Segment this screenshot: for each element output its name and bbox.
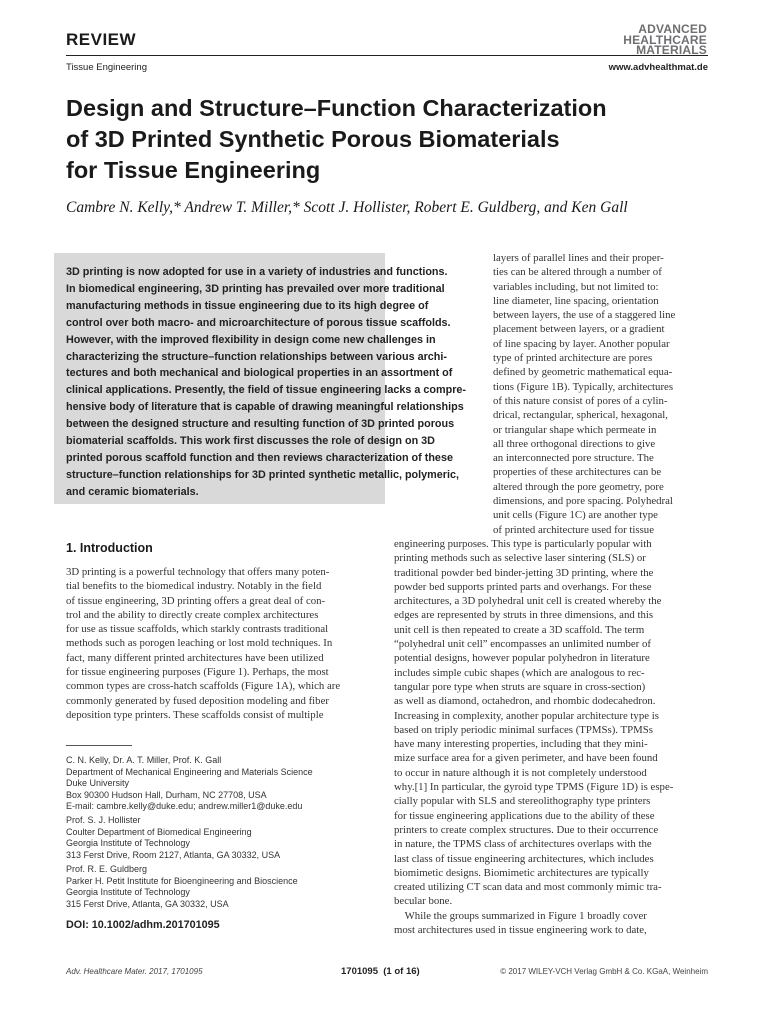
body-line: altered through the pore geometry, pore: [493, 480, 664, 493]
body-line: becular bone.: [394, 895, 453, 908]
affiliation-line: Georgia Institute of Technology: [66, 887, 190, 898]
body-line: tions (Figure 1B). Typically, architectures: [493, 380, 674, 393]
body-line: or triangular shape which permeate in: [493, 423, 657, 436]
body-line: fact, many different printed architectures have been utilized: [66, 651, 324, 664]
abstract-line: However, with the improved flexibility in design come new challenges in: [66, 333, 436, 346]
body-line: tangular pore type when struts are square in cross-section): [394, 680, 646, 693]
abstract-line: biomaterial scaffolds. This work first discusses the role of design on 3D: [66, 435, 435, 448]
body-column-right-top: [493, 251, 709, 537]
body-line: commonly generated by fused deposition modeling and fiber: [66, 694, 329, 707]
body-line: dimensions, and pore spacing. Polyhedral: [493, 495, 673, 508]
body-line: of this nature consist of pores of a cylin-: [493, 394, 668, 407]
body-line: in nature, the TPMS class of architectures overlaps with the: [394, 838, 652, 851]
body-line: variables including, but not limited to:: [493, 280, 659, 293]
title-line: for Tissue Engineering: [66, 157, 321, 183]
abstract: [66, 264, 467, 501]
body-line: have many interesting properties, including that they mini-: [394, 738, 648, 751]
abstract-line: manufacturing methods in tissue engineering due to its high degree of: [66, 299, 429, 312]
affiliation-line: C. N. Kelly, Dr. A. T. Miller, Prof. K. Gall: [66, 755, 222, 765]
affiliation-line: Coulter Department of Biomedical Engineering: [66, 826, 252, 837]
affiliation-line: Department of Mechanical Engineering and Materials Science: [66, 766, 313, 777]
abstract-line: clinical applications. Presently, the field of tissue engineering lacks a compre-: [66, 384, 467, 397]
journal-logo-line: ADVANCED: [638, 22, 707, 36]
affiliation-block: [66, 815, 378, 861]
affiliation-line: 315 Ferst Drive, Atlanta, GA 30332, USA: [66, 898, 229, 909]
body-line: created utilizing CT scan data and most commonly mimic tra-: [394, 881, 662, 894]
body-line: mize surface area for a given perimeter, and have been found: [394, 752, 658, 765]
journal-logo: [623, 24, 707, 56]
body-line: unit cells (Figure 1C) are another type: [493, 509, 658, 522]
footer-citation: Adv. Healthcare Mater. 2017, 1701095: [66, 967, 203, 976]
body-line: edges are represented by struts in three dimensions, and this: [394, 609, 654, 622]
footer-copyright: © 2017 WILEY-VCH Verlag GmbH & Co. KGaA, Weinheim: [500, 967, 708, 976]
body-line: 3D printing is a powerful technology that offers many poten-: [66, 566, 330, 578]
affiliation-line: Prof. S. J. Hollister: [66, 815, 141, 825]
body-line: methods such as porogen leaching or lost mold techniques. In: [66, 637, 333, 650]
body-line: traditional powder bed binder-jetting 3D printing, where the: [394, 566, 654, 579]
body-line: last class of tissue engineering architectures, which includes: [394, 852, 654, 865]
body-line: of printed architecture used for tissue: [493, 523, 654, 536]
journal-logo-line: HEALTHCARE: [623, 32, 707, 47]
body-line: placement between layers, or a gradient: [493, 323, 665, 336]
body-line: printers to create complex structures. Due to their occurrence: [394, 823, 659, 836]
body-line: powder bed supports printed parts and overhangs. For these: [394, 580, 652, 593]
header-divider: [66, 55, 708, 56]
body-line: ties can be altered through a number of: [493, 266, 662, 279]
section-label: Tissue Engineering: [66, 62, 147, 73]
body-line: of tissue engineering, 3D printing offers a great deal of con-: [66, 594, 326, 607]
body-line: potential designs, however popular polyhedron in literature: [394, 652, 650, 665]
doi-link[interactable]: DOI: 10.1002/adhm.201701095: [66, 919, 220, 931]
body-line: based on triply periodic minimal surfaces (TPMSs). TPMSs: [394, 723, 653, 736]
body-line: layers of parallel lines and their proper-: [493, 252, 664, 264]
abstract-line: and ceramic biomaterials.: [66, 485, 199, 498]
abstract-line: printed porous scaffold function and then reviews characterization of these: [66, 451, 453, 464]
body-line: includes simple cubic shapes (which are analogous to rec-: [394, 666, 645, 679]
affiliation-line: Georgia Institute of Technology: [66, 838, 190, 849]
body-line: an interconnected pore structure. The: [493, 452, 654, 465]
journal-url[interactable]: www.advhealthmat.de: [608, 62, 708, 73]
body-line: for use as tissue scaffolds, which starkly contrasts traditional: [66, 623, 329, 636]
body-line: architectures, a 3D polyhedral unit cell is created whereby the: [394, 595, 662, 608]
body-line: line diameter, line spacing, orientation: [493, 294, 659, 307]
affiliation-block: [66, 864, 378, 910]
section-heading: 1. Introduction: [66, 541, 153, 555]
affiliation-block: [66, 755, 378, 813]
body-line: “polyhedral unit cell” encompasses an unlimited number of: [394, 638, 651, 651]
body-line: While the groups summarized in Figure 1 broadly cover: [394, 909, 647, 922]
page-number: 1701095 (1 of 16): [341, 966, 420, 977]
abstract-line: control over both macro- and microarchitecture of porous tissue scaffolds.: [66, 316, 451, 329]
body-line: cially popular with SLS and stereolithography type printers: [394, 795, 651, 808]
title-line: Design and Structure–Function Characterization: [66, 95, 607, 121]
article-title: [66, 93, 626, 186]
body-line: why.[1] In particular, the gyroid type TPMS (Figure 1D) is espe-: [394, 781, 674, 794]
journal-logo-line: MATERIALS: [636, 43, 707, 57]
body-line: of line spacing by layer. Another popular: [493, 337, 670, 350]
body-line: drical, rectangular, spherical, hexagonal,: [493, 409, 668, 422]
affiliation-email[interactable]: E-mail: cambre.kelly@duke.edu; andrew.miller1@duke.edu: [66, 801, 303, 812]
abstract-line: between the designed structure and resulting function of 3D printed porous: [66, 418, 455, 431]
body-line: to occur in nature although it is not completely understood: [394, 766, 647, 779]
body-line: printing methods such as selective laser sintering (SLS) or: [394, 552, 646, 565]
body-line: between layers, the use of a staggered line: [493, 309, 676, 322]
abstract-line: 3D printing is now adopted for use in a variety of industries and functions.: [66, 266, 448, 278]
title-line: of 3D Printed Synthetic Porous Biomaterials: [66, 126, 560, 152]
abstract-line: tectures and both mechanical and biological properties in an assortment of: [66, 367, 453, 380]
body-line: biomimetic designs. Biomimetic architectures are typically: [394, 866, 649, 879]
body-line: deposition type printers. These scaffolds consist of multiple: [66, 708, 324, 721]
affiliation-line: Duke University: [66, 778, 130, 789]
abstract-line: In biomedical engineering, 3D printing has prevailed over more traditional: [66, 282, 445, 295]
author-list: Cambre N. Kelly,* Andrew T. Miller,* Scott J. Hollister, Robert E. Guldberg, and Ken Gall: [66, 199, 628, 216]
body-line: type of printed architecture are pores: [493, 352, 653, 365]
abstract-line: characterizing the structure–function relationships between various archi-: [66, 350, 447, 363]
body-line: trol and the ability to directly create complex architectures: [66, 608, 319, 621]
affiliation-line: Parker H. Petit Institute for Bioengineering and Bioscience: [66, 875, 298, 886]
body-line: Increasing in complexity, another popular architecture type is: [394, 709, 659, 722]
affiliation-line: Prof. R. E. Guldberg: [66, 864, 148, 874]
footnote-divider: [66, 745, 132, 746]
intro-body: [66, 565, 378, 722]
body-line: properties of these architectures can be: [493, 466, 662, 479]
body-line: as well as diamond, octahedron, and rhombic dodecahedron.: [394, 695, 656, 708]
body-line: all three orthogonal directions to give: [493, 437, 656, 450]
abstract-line: hensive body of literature that is capable of drawing meaningful relationships: [66, 401, 464, 414]
affiliation-line: Box 90300 Hudson Hall, Durham, NC 27708, USA: [66, 789, 267, 800]
body-line: most architectures used in tissue engineering work to date,: [394, 924, 647, 937]
body-line: for tissue engineering applications due to the ability of these: [394, 809, 655, 822]
body-line: unit cell is then repeated to create a 3D scaffold. The term: [394, 623, 645, 636]
article-type-label: REVIEW: [66, 30, 137, 49]
body-line: defined by geometric mathematical equa-: [493, 366, 673, 379]
abstract-line: structure–function relationships for 3D printed synthetic metallic, polymeric,: [66, 468, 459, 481]
body-line: tial benefits to the biomedical industry. Notably in the field: [66, 580, 322, 593]
affiliation-line: 313 Ferst Drive, Room 2127, Atlanta, GA 30332, USA: [66, 849, 281, 860]
body-line: for tissue engineering purposes (Figure 1). Perhaps, the most: [66, 666, 329, 679]
body-line: common types are cross-hatch scaffolds (Figure 1A), which are: [66, 680, 341, 693]
body-line: engineering purposes. This type is particularly popular with: [394, 538, 652, 550]
body-column-right: [394, 537, 710, 937]
